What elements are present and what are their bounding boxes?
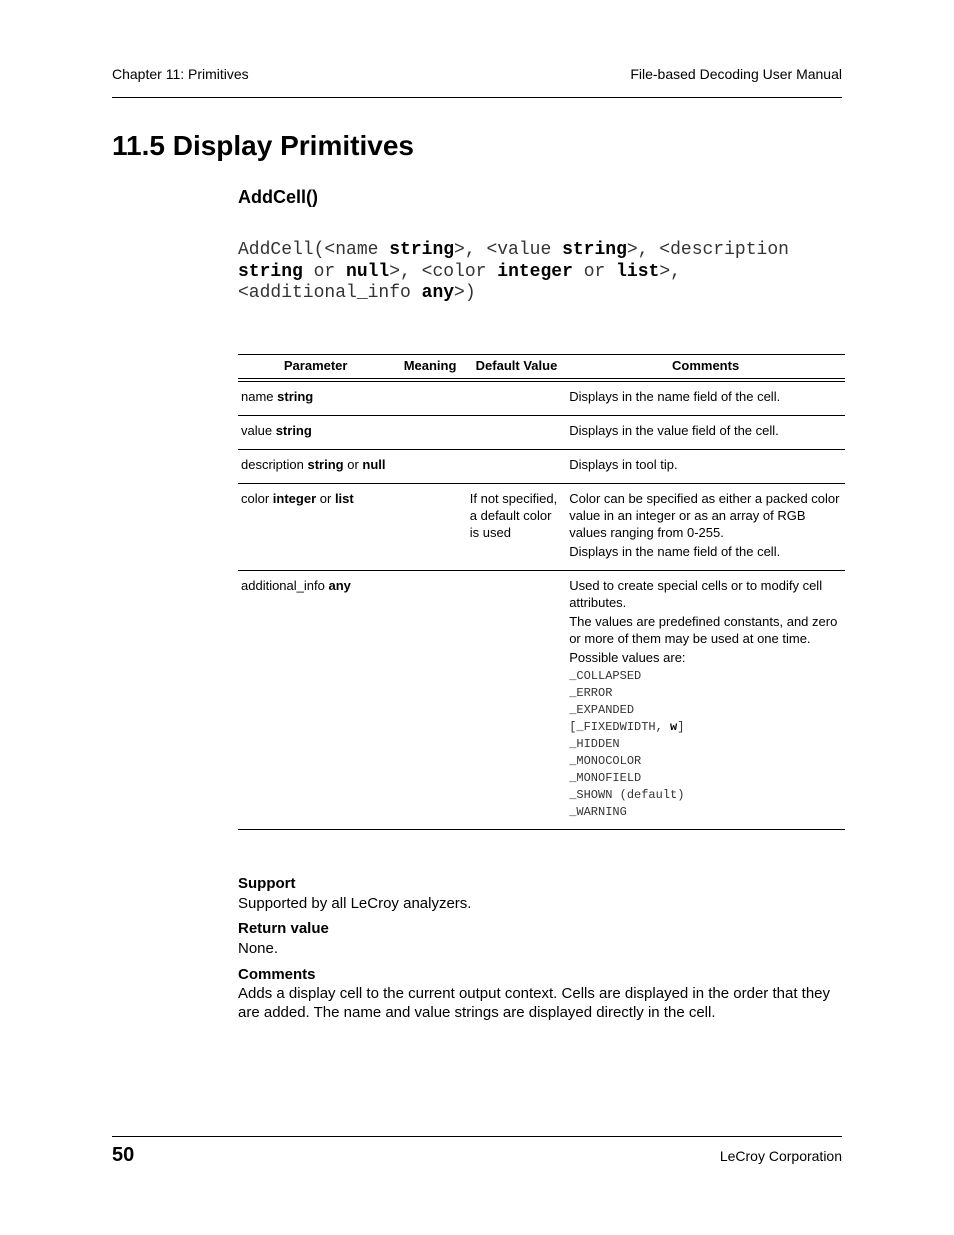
- constant-value: _ERROR: [569, 686, 613, 700]
- param-default: [467, 450, 566, 484]
- constant-value: _EXPANDED: [569, 703, 635, 717]
- param-comments: Displays in tool tip.: [566, 450, 845, 484]
- param-meaning: [393, 380, 466, 416]
- section-title: 11.5 Display Primitives: [112, 130, 414, 161]
- header-default-value: Default Value: [467, 355, 566, 381]
- return-value-heading: Return value: [238, 920, 329, 937]
- constant-value: [_FIXEDWIDTH, w]: [569, 720, 685, 734]
- param-comments: Used to create special cells or to modify cell attributes. The values are predefined constants, and zero or more of them may be used at one time. Possible values are: _COLLAPSED _ERROR _EXPANDED [_FIXEDWIDTH, w] _HIDDEN _MONOCOLOR _MONOFIELD _SHOWN (default) _WARNING: [566, 571, 845, 830]
- function-signature: AddCell(<name string>, <value string>, <description string or null>, <color integer or list>, <additional_info any>): [238, 240, 789, 303]
- constant-value: _COLLAPSED: [569, 669, 642, 683]
- param-name: value string: [238, 416, 393, 450]
- table-row: [238, 484, 845, 571]
- table-header-row: [238, 355, 845, 381]
- table-row: [238, 571, 845, 830]
- support-heading: Support: [238, 875, 296, 892]
- param-default: If not specified, a default color is used: [467, 484, 566, 571]
- parameter-table: [238, 354, 845, 830]
- param-meaning: [393, 450, 466, 484]
- footer-rule: [112, 1136, 842, 1137]
- header-parameter: Parameter: [238, 355, 393, 381]
- support-text: Supported by all LeCroy analyzers.: [238, 895, 472, 912]
- constant-value: _WARNING: [569, 805, 627, 819]
- param-default: [467, 416, 566, 450]
- header-chapter: Chapter 11: Primitives: [112, 66, 249, 82]
- header-manual-title: File-based Decoding User Manual: [630, 66, 842, 82]
- comments-text: Adds a display cell to the current output context. Cells are displayed in the order that they are added. The name and value strings are displayed directly in the cell.: [238, 985, 831, 1021]
- param-comments: Displays in the name field of the cell.: [566, 380, 845, 416]
- header-meaning: Meaning: [393, 355, 466, 381]
- param-meaning: [393, 416, 466, 450]
- param-name: name string: [238, 380, 393, 416]
- param-default: [467, 380, 566, 416]
- comments-heading: Comments: [238, 966, 316, 983]
- param-meaning: [393, 571, 466, 830]
- param-comments: Displays in the value field of the cell.: [566, 416, 845, 450]
- footer-company: LeCroy Corporation: [719, 1148, 842, 1164]
- param-comments: Color can be specified as either a packed color value in an integer or as an array of RGB values ranging from 0-255. Displays in the name field of the cell.: [566, 484, 845, 571]
- header-rule: [112, 97, 842, 98]
- param-name: description string or null: [238, 450, 393, 484]
- param-name: additional_info any: [238, 571, 393, 830]
- page-number: 50: [112, 1144, 135, 1166]
- constant-value: _MONOCOLOR: [569, 754, 642, 768]
- function-title: AddCell(): [238, 187, 318, 207]
- param-meaning: [393, 484, 466, 571]
- header-comments: Comments: [566, 355, 845, 381]
- constant-value: _HIDDEN: [569, 737, 620, 751]
- table-row: [238, 450, 845, 484]
- table-row: [238, 380, 845, 416]
- constant-value: _SHOWN (default): [569, 788, 685, 802]
- table-row: [238, 416, 845, 450]
- param-default: [467, 571, 566, 830]
- constant-value: _MONOFIELD: [569, 771, 642, 785]
- param-name: color integer or list: [238, 484, 393, 571]
- return-value-text: None.: [238, 940, 279, 957]
